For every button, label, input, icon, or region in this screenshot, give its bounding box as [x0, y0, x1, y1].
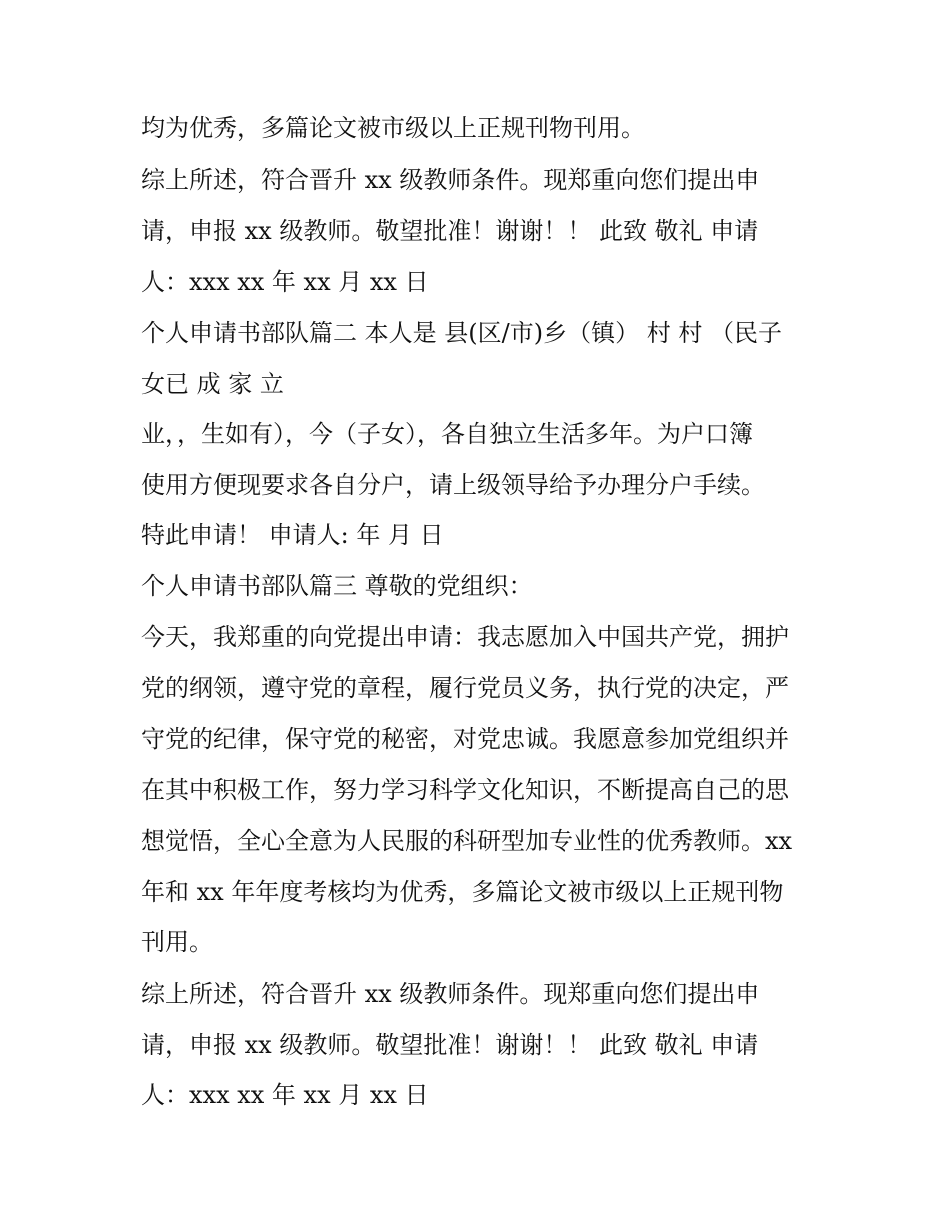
- text-line-8: 使用方便现要求各自分户，请上级领导给予办理分户手续。: [141, 471, 765, 499]
- text-line-14: 在其中积极工作，努力学习科学文化知识，不断提高自己的思: [141, 776, 789, 804]
- text-line-5: 个人申请书部队篇二 本人是 县(区/市)乡（镇） 村 村 （民子: [141, 319, 782, 347]
- text-line-19: 请，申报 xx 级教师。敬望批准！谢谢！！ 此致 敬礼 申请: [141, 1031, 759, 1059]
- text-line-13: 守党的纪律，保守党的秘密，对党忠诚。我愿意参加党组织并: [141, 725, 789, 753]
- text-line-16: 年和 xx 年年度考核均为优秀，多篇论文被市级以上正规刊物: [141, 878, 784, 906]
- text-line-18: 综上所述，符合晋升 xx 级教师条件。现郑重向您们提出申: [141, 980, 760, 1008]
- text-line-3: 请，申报 xx 级教师。敬望批准！谢谢！！ 此致 敬礼 申请: [141, 217, 759, 245]
- text-line-12: 党的纲领，遵守党的章程，履行党员义务，执行党的决定，严: [141, 674, 789, 702]
- text-line-20: 人：xxx xx 年 xx 月 xx 日: [141, 1081, 429, 1109]
- text-line-7: 业，，生如有），今（子女），各自独立生活多年。为户口簿: [141, 420, 753, 448]
- text-line-11: 今天，我郑重的向党提出申请：我志愿加入中国共产党，拥护: [141, 623, 789, 651]
- text-line-15: 想觉悟，全心全意为人民服的科研型加专业性的优秀教师。xx: [141, 827, 793, 855]
- text-line-1: 均为优秀，多篇论文被市级以上正规刊物刊用。: [141, 114, 645, 142]
- text-line-4: 人：xxx xx 年 xx 月 xx 日: [141, 268, 429, 296]
- text-line-10: 个人申请书部队篇三 尊敬的党组织：: [141, 572, 533, 600]
- text-line-6: 女已 成 家 立: [141, 370, 284, 398]
- text-line-2: 综上所述，符合晋升 xx 级教师条件。现郑重向您们提出申: [141, 166, 760, 194]
- text-line-9: 特此申请！ 申请人: 年 月 日: [141, 521, 444, 549]
- text-line-17: 刊用。: [141, 928, 213, 956]
